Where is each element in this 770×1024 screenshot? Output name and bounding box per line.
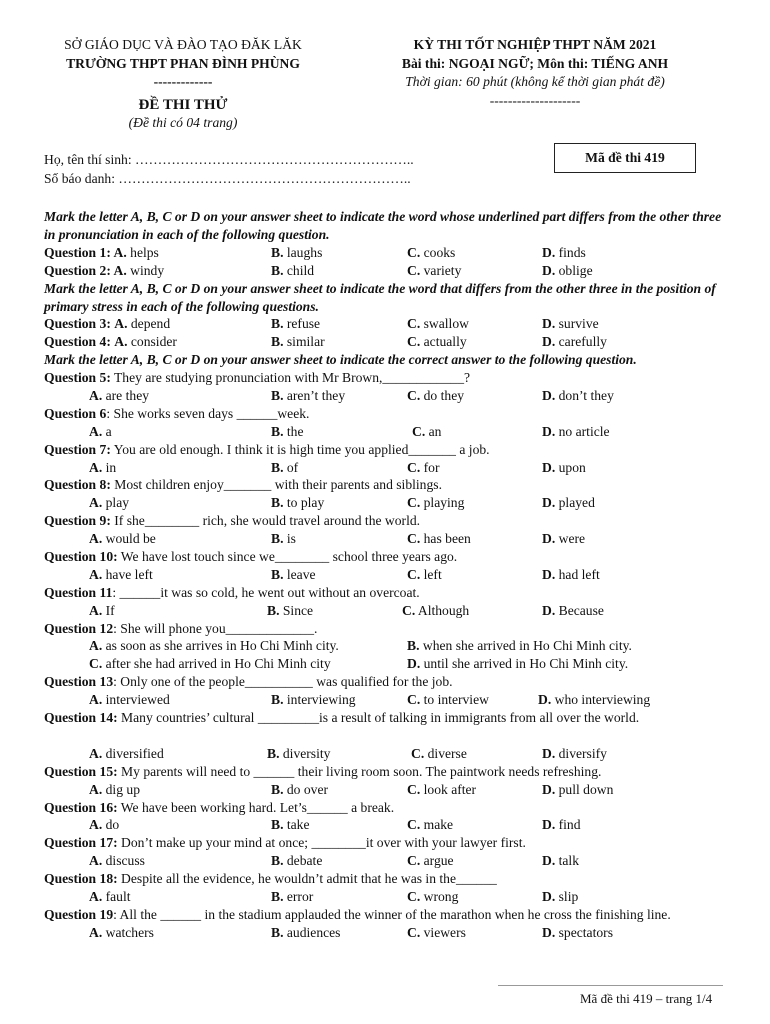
- option-letter: C.: [402, 602, 416, 618]
- option-a: do: [105, 817, 120, 833]
- option-a: diversified: [105, 745, 164, 761]
- option-letter: C.: [407, 334, 421, 350]
- question-13: [44, 673, 728, 691]
- question-label: Question 11: [44, 584, 113, 600]
- options-7: [44, 459, 728, 477]
- option-c: after she had arrived in Ho Chi Minh city: [105, 656, 331, 672]
- student-info: [44, 150, 414, 188]
- student-id-line: Số báo danh: ………………………………………………………..: [44, 171, 411, 186]
- option-letter: B.: [271, 817, 284, 833]
- option-a: play: [105, 495, 130, 511]
- question-text: They are studying pronunciation with Mr Brown,____________?: [114, 370, 471, 386]
- question-label: Question 9:: [44, 513, 111, 529]
- question-text: If she________ rich, she would travel around the world.: [114, 513, 421, 529]
- option-letter: B.: [271, 459, 284, 475]
- option-letter: B.: [271, 334, 284, 350]
- options-13: [44, 691, 728, 709]
- option-d: don’t they: [558, 387, 614, 403]
- option-c: to interview: [423, 692, 489, 708]
- option-b: error: [286, 889, 314, 905]
- question-text: You are old enough. I think it is high time you applied_______ a job.: [113, 441, 490, 457]
- option-d: diversify: [558, 745, 607, 761]
- option-a: discuss: [105, 853, 145, 869]
- option-letter: B.: [271, 244, 284, 260]
- option-c: has been: [423, 531, 471, 547]
- options-12-row1: [44, 637, 728, 655]
- question-label: Question 6: [44, 405, 107, 421]
- question-text: : All the ______ in the stadium applauded the winner of the marathon when he cross the finishing line.: [113, 906, 671, 922]
- instruction-stress: Mark the letter A, B, C or D on your answer sheet to indicate the word that differs from the other three in the position of primary stress in each of the following questions.: [44, 280, 716, 314]
- option-letter: D.: [542, 745, 556, 761]
- option-a: If: [105, 602, 115, 618]
- option-d: pull down: [558, 781, 614, 797]
- option-letter: D.: [542, 387, 556, 403]
- option-c: playing: [423, 495, 465, 511]
- option-letter: A.: [89, 817, 103, 833]
- option-d: survive: [558, 316, 599, 332]
- option-d: who interviewing: [554, 692, 651, 708]
- option-letter: B.: [271, 495, 284, 511]
- options-11: [44, 602, 728, 620]
- option-d: oblige: [558, 262, 593, 278]
- question-label: Question 16:: [44, 799, 118, 815]
- option-d: talk: [558, 853, 580, 869]
- option-c: Although: [417, 602, 470, 618]
- option-d: were: [558, 531, 586, 547]
- option-a: dig up: [105, 781, 140, 797]
- option-b: audiences: [286, 924, 341, 940]
- options-14: [44, 745, 728, 763]
- option-letter: B.: [271, 889, 284, 905]
- header-right-divider: --------------------: [489, 92, 581, 108]
- option-b: when she arrived in Ho Chi Minh city.: [422, 638, 632, 654]
- option-letter: B.: [271, 781, 284, 797]
- question-label: Question 3:: [44, 316, 111, 332]
- option-a: as soon as she arrives in Ho Chi Minh city.: [105, 638, 339, 654]
- question-text: Many countries’ cultural _________is a result of talking in immigrants from all over the world.: [121, 710, 640, 726]
- option-b: leave: [286, 566, 316, 582]
- option-c: wrong: [423, 889, 459, 905]
- question-10: [44, 548, 728, 566]
- option-letter: C.: [407, 262, 421, 278]
- option-a: are they: [105, 387, 150, 403]
- option-d: upon: [558, 459, 586, 475]
- option-c: diverse: [427, 745, 467, 761]
- exam-title: ĐỀ THI THỬ: [138, 96, 228, 113]
- school-name: TRƯỜNG THPT PHAN ĐÌNH PHÙNG: [66, 55, 300, 71]
- question-text: Despite all the evidence, he wouldn’t admit that he was in the______: [121, 871, 497, 887]
- option-letter: D.: [542, 316, 556, 332]
- option-c: an: [428, 423, 442, 439]
- option-b: of: [286, 459, 299, 475]
- question-label: Question 19: [44, 906, 114, 922]
- exam-subject: Bài thi: NGOẠI NGỮ; Môn thi: TIẾNG ANH: [401, 55, 669, 71]
- option-d: Because: [558, 602, 604, 618]
- option-letter: D.: [542, 924, 556, 940]
- question-text: Most children enjoy_______ with their parents and siblings.: [114, 477, 442, 493]
- option-letter: C.: [407, 459, 421, 475]
- option-letter: A.: [89, 423, 103, 439]
- question-2: Question 2: A. windy B. child C. variety D. oblige: [44, 262, 593, 278]
- question-3: [44, 315, 728, 333]
- option-b: refuse: [286, 316, 321, 332]
- option-d: find: [558, 817, 581, 833]
- question-18: [44, 870, 728, 888]
- option-letter: D.: [542, 423, 556, 439]
- question-label: Question 2: [44, 262, 107, 278]
- student-name-line: Họ, tên thí sinh: ……………………………………………………..: [44, 152, 414, 167]
- exam-time: Thời gian: 60 phút (không kể thời gian phát đề): [405, 74, 665, 89]
- question-4: [44, 333, 728, 351]
- option-letter: D.: [542, 566, 556, 582]
- question-7: [44, 441, 728, 459]
- question-1: Question 1: A. helps B. laughs C. cooks D. finds: [44, 244, 586, 260]
- option-b: interviewing: [286, 692, 356, 708]
- option-letter: C.: [407, 889, 421, 905]
- options-8: [44, 494, 728, 512]
- option-letter: D.: [542, 495, 556, 511]
- option-letter: C.: [407, 781, 421, 797]
- option-letter: A.: [89, 566, 103, 582]
- question-label: Question 17:: [44, 835, 118, 851]
- question-label: Question 4:: [44, 334, 111, 350]
- question-label: Question 5:: [44, 370, 111, 386]
- option-letter: D.: [538, 692, 552, 708]
- option-letter: B.: [271, 316, 284, 332]
- option-letter: C.: [407, 495, 421, 511]
- question-15: [44, 763, 728, 781]
- option-letter: A.: [89, 459, 103, 475]
- option-letter: D.: [542, 817, 556, 833]
- option-b: laughs: [286, 244, 323, 260]
- option-letter: A.: [89, 495, 103, 511]
- option-letter: A.: [89, 387, 103, 403]
- option-a: have left: [105, 566, 153, 582]
- option-b: aren’t they: [286, 387, 346, 403]
- header-left: [38, 36, 328, 133]
- option-letter: D.: [542, 531, 556, 547]
- options-12-row2: [44, 655, 728, 673]
- question-label: Question 8:: [44, 477, 111, 493]
- options-9: [44, 530, 728, 548]
- option-letter: A.: [89, 924, 103, 940]
- option-b: is: [286, 531, 296, 547]
- option-c: variety: [423, 262, 462, 278]
- option-c: cooks: [423, 244, 456, 260]
- option-letter: C.: [407, 924, 421, 940]
- question-6: [44, 405, 728, 423]
- option-b: similar: [286, 334, 325, 350]
- option-letter: C.: [89, 656, 103, 672]
- question-5: [44, 369, 728, 387]
- option-d: no article: [558, 423, 610, 439]
- options-6: [44, 423, 728, 441]
- option-c: swallow: [423, 316, 469, 332]
- question-text: Don’t make up your mind at once; ________it over with your lawyer first.: [121, 835, 526, 851]
- question-label: Question 12: [44, 620, 114, 636]
- option-letter: A.: [89, 781, 103, 797]
- option-a: watchers: [105, 924, 154, 940]
- options-18: [44, 888, 728, 906]
- header-divider: -------------: [153, 74, 213, 89]
- option-letter: A.: [114, 334, 128, 350]
- option-letter: C.: [407, 566, 421, 582]
- options-16: [44, 816, 728, 834]
- option-c: for: [423, 459, 440, 475]
- questions-area: [44, 208, 728, 942]
- option-letter: A.: [89, 531, 103, 547]
- option-letter: A.: [114, 316, 128, 332]
- option-letter: A.: [89, 602, 103, 618]
- question-label: Question 13: [44, 674, 114, 690]
- option-a: interviewed: [105, 692, 170, 708]
- question-text: My parents will need to ______ their living room soon. The paintwork needs refreshing.: [121, 763, 602, 779]
- question-label: Question 1: [44, 244, 107, 260]
- option-letter: D.: [542, 853, 556, 869]
- option-letter: D.: [542, 781, 556, 797]
- option-a: helps: [130, 244, 159, 260]
- option-d: carefully: [558, 334, 607, 350]
- option-letter: D.: [407, 656, 421, 672]
- option-letter: C.: [407, 817, 421, 833]
- question-12: [44, 620, 728, 638]
- option-letter: D.: [542, 262, 556, 278]
- option-c: argue: [423, 853, 454, 869]
- question-8: [44, 476, 728, 494]
- option-letter: A.: [113, 244, 127, 260]
- question-label: Question 14:: [44, 710, 118, 726]
- question-16: [44, 799, 728, 817]
- option-letter: D.: [542, 459, 556, 475]
- option-c: look after: [423, 781, 477, 797]
- question-text: : ______it was so cold, he went out without an overcoat.: [112, 584, 420, 600]
- option-b: child: [286, 262, 315, 278]
- option-d: had left: [558, 566, 600, 582]
- instruction-pronunciation: Mark the letter A, B, C or D on your answer sheet to indicate the word whose underlined part differs from the other three in pronunciation in each of the following question.: [44, 209, 722, 242]
- option-c: do they: [423, 387, 465, 403]
- option-letter: A.: [89, 692, 103, 708]
- option-letter: B.: [271, 692, 284, 708]
- option-a: depend: [130, 316, 171, 332]
- question-9: [44, 512, 728, 530]
- option-c: viewers: [423, 924, 466, 940]
- option-letter: C.: [407, 692, 421, 708]
- option-a: consider: [130, 334, 177, 350]
- option-letter: B.: [271, 924, 284, 940]
- footer-divider: [498, 985, 723, 986]
- option-letter: A.: [89, 638, 103, 654]
- question-11: [44, 584, 728, 602]
- exam-name: KỲ THI TỐT NGHIỆP THPT NĂM 2021: [413, 37, 657, 52]
- option-letter: B.: [271, 531, 284, 547]
- option-letter: D.: [542, 889, 556, 905]
- option-letter: B.: [271, 853, 284, 869]
- option-letter: A.: [89, 853, 103, 869]
- option-d: played: [558, 495, 595, 511]
- question-label: Question 15:: [44, 763, 118, 779]
- options-17: [44, 852, 728, 870]
- option-letter: B.: [407, 638, 420, 654]
- question-text: We have lost touch since we________ school three years ago.: [120, 549, 458, 564]
- options-10: [44, 566, 728, 584]
- option-letter: C.: [407, 387, 421, 403]
- option-b: debate: [286, 853, 323, 869]
- option-a: a: [105, 423, 112, 439]
- option-d: slip: [558, 889, 579, 905]
- question-19: [44, 906, 728, 924]
- page-footer: Mã đề thi 419 – trang 1/4: [580, 991, 713, 1006]
- option-letter: C.: [407, 531, 421, 547]
- option-letter: C.: [411, 745, 425, 761]
- option-d: until she arrived in Ho Chi Minh city.: [423, 656, 629, 672]
- option-b: Since: [282, 602, 314, 618]
- option-letter: C.: [407, 316, 421, 332]
- option-d: finds: [558, 244, 586, 260]
- option-a: would be: [105, 531, 156, 547]
- question-text: : She will phone you_____________.: [113, 620, 318, 636]
- option-letter: D.: [542, 334, 556, 350]
- option-letter: B.: [267, 745, 280, 761]
- option-letter: D.: [542, 602, 556, 618]
- option-letter: D.: [542, 244, 556, 260]
- question-text: We have been working hard. Let’s______ a break.: [120, 799, 395, 815]
- option-a: in: [105, 459, 117, 475]
- question-17: [44, 834, 728, 852]
- question-label: Question 18:: [44, 871, 118, 887]
- question-label: Question 7:: [44, 441, 111, 457]
- option-c: make: [423, 817, 454, 833]
- option-b: to play: [286, 495, 325, 511]
- question-14: [44, 709, 728, 727]
- option-letter: B.: [271, 566, 284, 582]
- option-letter: A.: [113, 262, 127, 278]
- option-b: the: [286, 423, 304, 439]
- options-5: [44, 387, 728, 405]
- department-name: SỞ GIÁO DỤC VÀ ĐÀO TẠO ĐĂK LĂK: [64, 37, 302, 52]
- option-letter: B.: [271, 262, 284, 278]
- option-d: spectators: [558, 924, 613, 940]
- options-15: [44, 781, 728, 799]
- option-letter: A.: [89, 889, 103, 905]
- exam-code-box: Mã đề thi 419: [554, 143, 696, 173]
- option-letter: B.: [267, 602, 280, 618]
- option-c: actually: [423, 334, 467, 350]
- option-letter: B.: [271, 423, 284, 439]
- question-text: : She works seven days ______week.: [106, 405, 310, 421]
- option-a: windy: [130, 262, 165, 278]
- option-a: fault: [105, 889, 131, 905]
- option-c: left: [423, 566, 442, 582]
- options-19: [44, 924, 728, 942]
- option-letter: B.: [271, 387, 284, 403]
- header-right: [350, 36, 720, 110]
- pages-note: (Đề thi có 04 trang): [128, 115, 238, 130]
- option-letter: C.: [407, 244, 421, 260]
- option-b: take: [286, 817, 310, 833]
- option-letter: C.: [412, 423, 426, 439]
- instruction-correct: Mark the letter A, B, C or D on your answer sheet to indicate the correct answer to the following question.: [44, 352, 637, 368]
- option-b: diversity: [282, 745, 331, 761]
- option-letter: C.: [407, 853, 421, 869]
- option-b: do over: [286, 781, 329, 797]
- question-text: : Only one of the people__________ was qualified for the job.: [113, 674, 453, 690]
- option-letter: A.: [89, 745, 103, 761]
- question-label: Question 10:: [44, 549, 118, 564]
